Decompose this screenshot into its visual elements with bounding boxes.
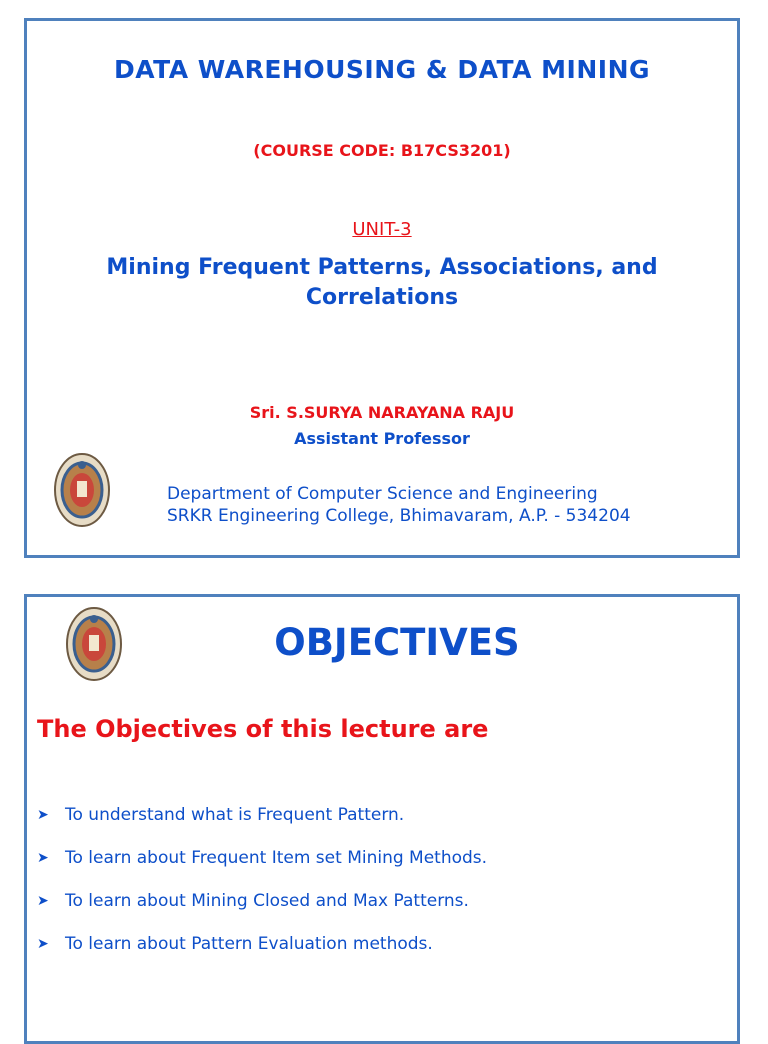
- arrow-bullet-icon: ➤: [37, 850, 49, 866]
- course-title: DATA WAREHOUSING & DATA MINING: [113, 55, 651, 84]
- college-name: SRKR Engineering College, Bhimavaram, A.P. - 534204: [167, 506, 631, 526]
- arrow-bullet-icon: ➤: [37, 936, 49, 952]
- objective-text: To learn about Pattern Evaluation methods.: [65, 934, 433, 954]
- course-code: (COURSE CODE: B17CS3201): [253, 141, 511, 160]
- unit-subject: Mining Frequent Patterns, Associations, and Correlations: [106, 255, 658, 310]
- list-item: [37, 848, 487, 891]
- objectives-slide: [24, 594, 740, 1044]
- objectives-list: [37, 805, 487, 977]
- objectives-lead: The Objectives of this lecture are: [37, 715, 489, 743]
- department-name: Department of Computer Science and Engineering: [167, 484, 598, 504]
- list-item: [37, 891, 487, 934]
- arrow-bullet-icon: ➤: [37, 893, 49, 909]
- objective-text: To learn about Mining Closed and Max Patterns.: [65, 891, 469, 911]
- department-block: [167, 483, 631, 527]
- title-slide: [24, 18, 740, 558]
- arrow-bullet-icon: ➤: [37, 807, 49, 823]
- objective-text: To learn about Frequent Item set Mining Methods.: [65, 848, 488, 868]
- slide-title: OBJECTIVES: [274, 621, 520, 664]
- objective-text: To understand what is Frequent Pattern.: [65, 805, 405, 825]
- author-role: Assistant Professor: [294, 429, 470, 448]
- list-item: [37, 934, 487, 977]
- author-name: Sri. S.SURYA NARAYANA RAJU: [249, 403, 515, 422]
- unit-label: UNIT-3: [352, 219, 412, 240]
- college-seal-logo: [53, 451, 111, 529]
- list-item: [37, 805, 487, 848]
